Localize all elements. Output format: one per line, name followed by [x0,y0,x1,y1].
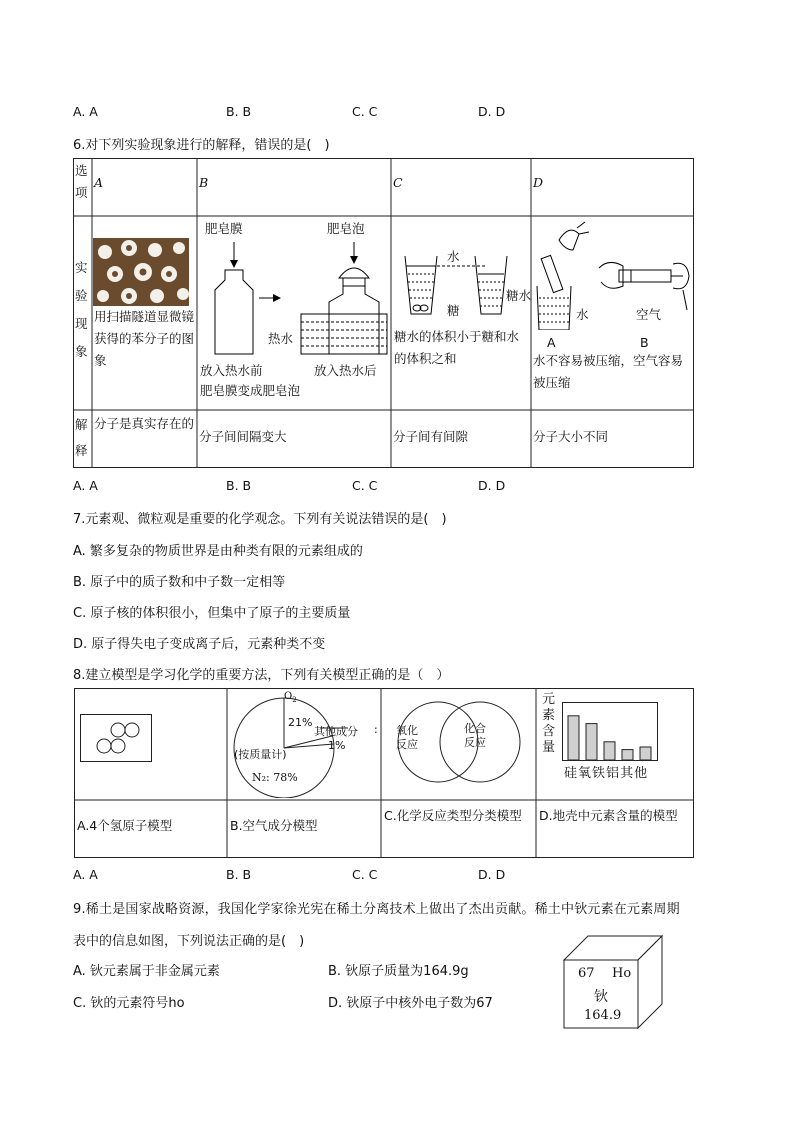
pie-n2-label: N₂: 78% [252,771,298,784]
pie-o2-percent: 21% [288,716,313,729]
crust-bar [586,724,597,760]
q6-b-desc: 肥皂膜变成肥皂泡 [200,383,301,398]
q6-d-water-label: 水 [576,307,589,322]
air-composition-pie [228,688,380,798]
q5-option-c: C. C [352,104,378,119]
bar-xlabel: 铁 [592,766,607,781]
q7-stem: 7.元素观、微粒观是重要的化学观念。下列有关说法错误的是( ) [73,512,447,527]
q6-explain-a: 分子是真实存在的 [94,416,195,431]
q7-choice-d: D. 原子得失电子变成离子后，元素种类不变 [73,637,326,652]
q8-option-a: A. A [73,867,98,882]
q6-explain-c: 分子间有间隙 [393,429,469,444]
crust-bar [604,742,615,760]
q6-table [73,158,694,468]
q8-option-b: B. B [226,867,252,882]
bar-xlabels [564,762,648,781]
pie-colon: : [374,723,378,736]
q9-stem-line2: 表中的信息如图，下列说法正确的是( ) [73,934,305,949]
benzene-stm-image [93,238,189,306]
bar-xlabel: 铝 [606,766,621,781]
q6-c-sugarwater-label: 糖水 [506,288,532,303]
soap-film-diagram [197,238,391,358]
crust-element-bar-chart [562,702,658,762]
bar-xlabel: 硅 [564,766,579,781]
syringe-compression-diagram [533,220,691,330]
q6-d-desc: 水不容易被压缩，空气容易被压缩 [533,353,684,390]
q9-choice-b: B. 钬原子质量为164.9g [328,964,469,979]
q6-c-sugar-label: 糖 [447,303,460,318]
crust-bar [622,750,633,760]
q9-stem-line1: 9.稀土是国家战略资源，我国化学家徐光宪在稀土分离技术上做出了杰出贡献。稀土中钬元素在元素周期 [73,902,680,917]
q6-option-b: B. B [226,478,252,493]
q6-b-before-label: 放入热水前 [200,363,263,378]
q8-table [74,688,694,858]
hydrogen-atom-model [80,714,152,762]
q6-c-water-label: 水 [447,249,460,264]
q8-caption-c: C.化学反应类型分类模型 [384,808,522,823]
q6-b-hot-water-label: 热水 [268,331,294,346]
q7-choice-a: A. 繁多复杂的物质世界是由种类有限的元素组成的 [73,544,363,559]
q6-c-desc: 糖水的体积小于糖和水的体积之和 [394,329,520,366]
q6-col-c: C [393,175,403,190]
q6-a-desc: 用扫描隧道显微镜获得的苯分子的图象 [94,309,195,368]
element-name: 钬 [594,989,608,1005]
q8-stem: 8.建立模型是学习化学的重要方法，下列有关模型正确的是（ ） [73,668,450,683]
element-atomic-number: 67 [578,966,595,981]
q5-option-b: B. B [226,104,252,119]
venn-left-label: 氧化 反应 [396,724,418,751]
q6-explain-b: 分子间间隔变大 [199,429,287,444]
element-symbol: Ho [612,966,632,981]
q6-stem: 6.对下列实验现象进行的解释，错误的是( ) [73,138,330,153]
pie-other-label: 其他成分 [314,725,358,738]
q5-option-d: D. D [478,104,506,119]
element-atomic-mass: 164.9 [584,1008,622,1023]
q7-choice-c: C. 原子核的体积很小，但集中了原子的主要质量 [73,606,351,621]
q6-d-label-a: A [547,335,556,350]
q6-row-experiment-label: 实验现象 [75,260,88,359]
q6-row-explain-label: 解释 [75,417,88,458]
q9-choice-d: D. 钬原子中核外电子数为67 [328,996,493,1011]
pie-basis-label: (按质量计) [234,748,287,761]
q6-col-d: D [533,175,544,190]
crust-bar [568,716,579,760]
crust-bar [640,747,651,760]
q6-b-film-label: 肥皂膜 [205,221,243,236]
q8-caption-a: A.4个氢原子模型 [77,818,173,833]
venn-right-label: 化合 反应 [464,722,486,749]
q6-option-c: C. C [352,478,378,493]
q6-b-after-label: 放入热水后 [314,363,377,378]
bar-ylabel: 元 素 含 量 [542,692,556,755]
q7-choice-b: B. 原子中的质子数和中子数一定相等 [73,575,286,590]
q9-choice-c: C. 钬的元素符号ho [73,996,185,1011]
q5-option-a: A. A [73,104,98,119]
q8-caption-b: B.空气成分模型 [230,818,318,833]
q6-col-a: A [94,175,104,190]
q6-option-a: A. A [73,478,98,493]
q8-option-c: C. C [352,867,378,882]
q9-choice-a: A. 钬元素属于非金属元素 [73,964,220,979]
bar-xlabel: 其他 [620,766,649,781]
q6-d-label-b: B [640,335,649,350]
q8-option-d: D. D [478,867,506,882]
q6-b-bubble-label: 肥皂泡 [327,221,365,236]
q6-col-b: B [199,175,209,190]
pie-other-percent: 1% [328,739,346,752]
pie-o2-label: $O_2$ [284,691,297,704]
q6-explain-d: 分子大小不同 [533,429,609,444]
q6-d-air-label: 空气 [636,307,662,322]
bar-xlabel: 氧 [578,766,593,781]
q6-head-col: 选项 [75,163,88,200]
q8-caption-d: D.地壳中元素含量的模型 [539,808,678,823]
q6-option-d: D. D [478,478,506,493]
